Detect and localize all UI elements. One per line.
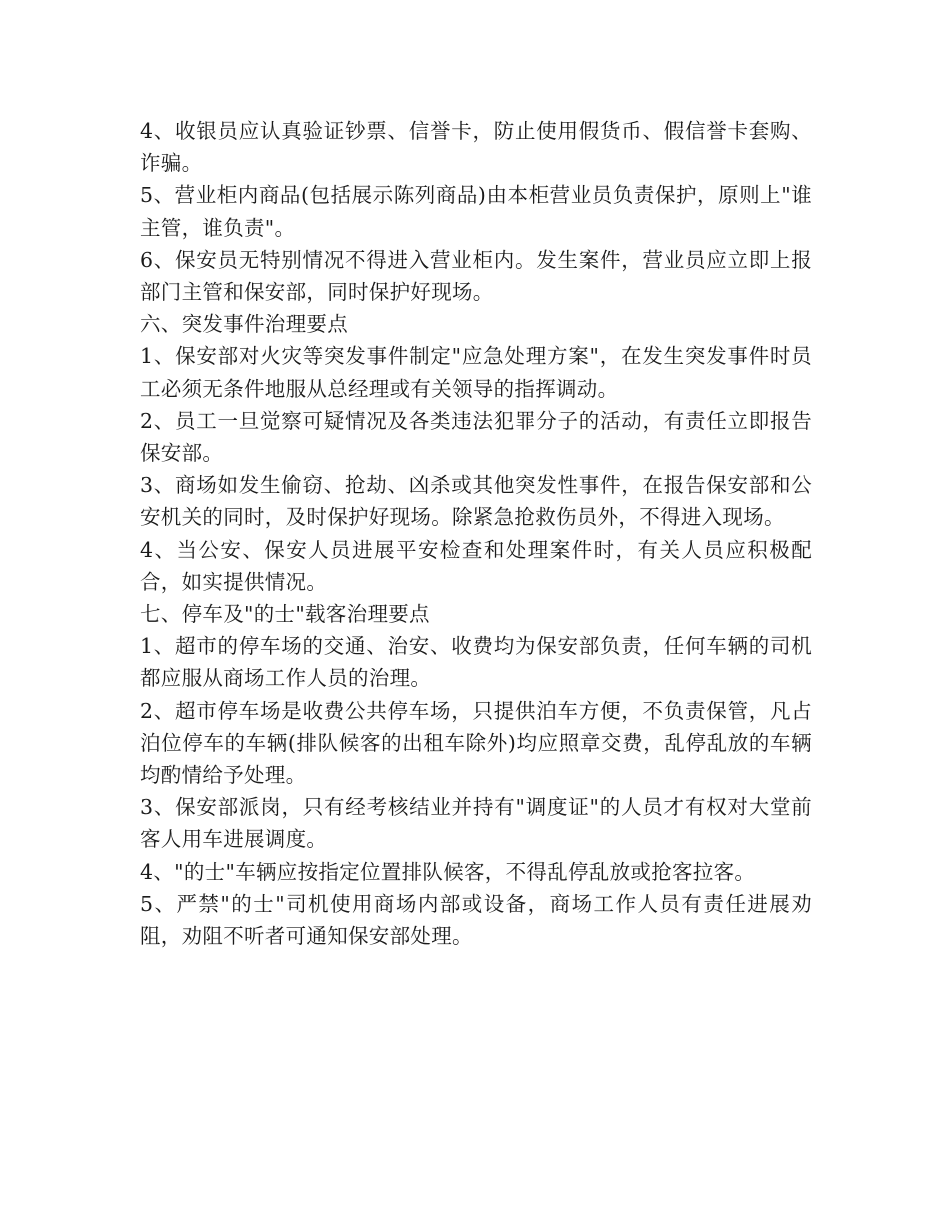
section-heading-parking: 七、停车及"的士"载客治理要点	[140, 602, 430, 627]
paragraph-taxi-queue: 4、"的士"车辆应按指定位置排队候客，不得乱停乱放或抢客拉客。	[140, 859, 756, 884]
section-heading-emergency: 六、突发事件治理要点	[140, 312, 348, 337]
paragraph-report-suspicious: 2、员工一旦觉察可疑情况及各类违法犯罪分子的活动，有责任立即报告保安部。	[140, 408, 812, 466]
paragraph-parking-management: 1、超市的停车场的交通、治安、收费均为保安部负责，任何车辆的司机都应服从商场工作人员的治理。	[140, 634, 812, 691]
paragraph-cashier-verification: 4、收银员应认真验证钞票、信誉卡，防止使用假货币、假信誉卡套购、诈骗。	[140, 119, 812, 176]
paragraph-parking-fees: 2、超市停车场是收费公共停车场，只提供泊车方便，不负责保管，凡占泊位停车的车辆(排队候客的出租车除外)均应照章交费，乱停乱放的车辆均酌情给予处理。	[140, 698, 812, 788]
paragraph-dispatch: 3、保安部派岗，只有经考核结业并持有"调度证"的人员才有权对大堂前客人用车进展调度。	[140, 795, 812, 852]
document-body	[140, 115, 812, 952]
paragraph-counter-goods: 5、营业柜内商品(包括展示陈列商品)由本柜营业员负责保护，原则上"谁主管，谁负责"。	[140, 183, 812, 240]
paragraph-emergency-plan: 1、保安部对火灾等突发事件制定"应急处理方案"，在发生突发事件时员工必须无条件地服从总经理或有关领导的指挥调动。	[140, 344, 812, 401]
paragraph-protect-scene: 3、商场如发生偷窃、抢劫、凶杀或其他突发性事件，在报告保安部和公安机关的同时，及时保护好现场。除紧急抢救伤员外，不得进入现场。	[140, 473, 812, 530]
paragraph-security-staff: 6、保安员无特别情况不得进入营业柜内。发生案件，营业员应立即上报部门主管和保安部，同时保护好现场。	[140, 247, 812, 305]
paragraph-taxi-driver-rules: 5、严禁"的士"司机使用商场内部或设备，商场工作人员有责任进展劝阻，劝阻不听者可通知保安部处理。	[140, 891, 812, 949]
paragraph-cooperate-police: 4、当公安、保安人员进展平安检查和处理案件时，有关人员应积极配合，如实提供情况。	[140, 537, 812, 594]
